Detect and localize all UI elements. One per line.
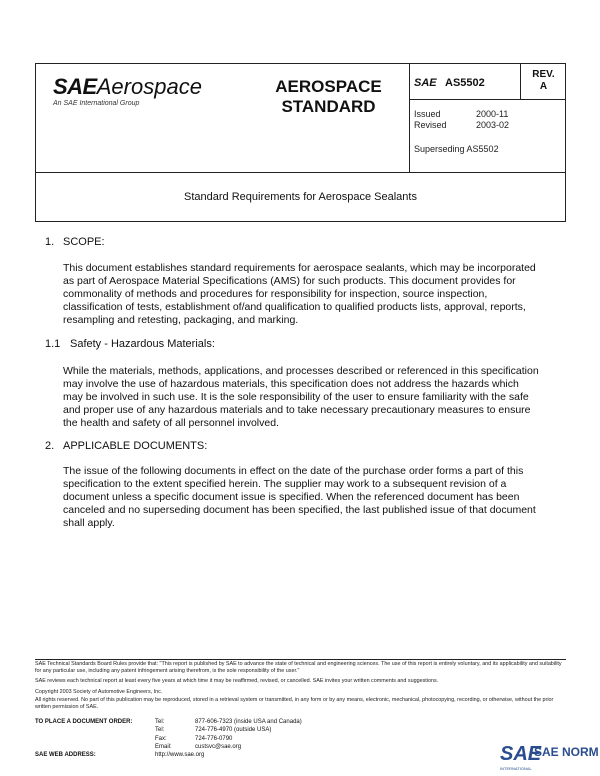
tel-label: Tel: — [155, 719, 165, 725]
logo-wordmark — [53, 74, 202, 100]
doc-brand-mark: SAE — [414, 77, 437, 89]
section-1-1-heading — [45, 338, 215, 351]
footer-review-text: SAE reviews each technical report at least every five years at which time it may be reaffirmed, revised, or cancelled. SAE invites your written comments and suggestions. — [35, 678, 439, 684]
document-info-panel — [409, 64, 566, 172]
standard-type-title — [246, 64, 411, 172]
revision-value: A — [539, 81, 548, 92]
section-title: APPLICABLE DOCUMENTS: — [63, 440, 208, 452]
fax-number: 724-776-0790 — [195, 735, 233, 742]
web-address-label: SAE WEB ADDRESS: — [35, 752, 96, 758]
section-title: Safety - Hazardous Materials: — [70, 338, 215, 350]
logo-sae-text: SAE — [53, 74, 97, 99]
web-address-link[interactable]: http://www.sae.org — [155, 752, 205, 758]
tel-outside-usa: 724-776-4970 (outside USA) — [195, 727, 272, 734]
section-number: 2. — [45, 440, 55, 452]
sae-norm-text: SAE NORM — [534, 745, 599, 759]
logo-aerospace-text: Aerospace — [96, 74, 202, 99]
title-line-1: AEROSPACE — [275, 77, 382, 96]
section-number: 1.1 — [45, 338, 61, 350]
section-1-1-paragraph: While the materials, methods, applications, and processes described or referenced in this specification may involve the use of hazardous materials, this specification does not address the hazards which may be involved in such use. It is the sole responsibility of the user to ensure familiarity with the safe and proper use of any hazardous materials and to take necessary precautionary measures to ensure the health and safety of all personnel involved. — [63, 365, 539, 429]
sae-aerospace-logo — [36, 64, 246, 172]
section-2-heading — [45, 440, 207, 453]
footer-rights-text: All rights reserved. No part of this publication may be reproduced, stored in a retrieval system or transmitted, in any form or by any means, electronic, mechanical, photocopying, recording, or otherwise, without the prior written permission of SAE. — [35, 697, 554, 710]
tel-label: Tel: — [155, 727, 165, 734]
sae-norm-watermark-logo — [500, 743, 600, 773]
issue-dates — [414, 109, 509, 131]
document-title: Standard Requirements for Aerospace Sealants — [184, 191, 417, 203]
tel-inside-usa: 877-606-7323 (inside USA and Canada) — [195, 719, 302, 725]
document-number: AS5502 — [445, 77, 485, 89]
revised-date: 2003-02 — [476, 120, 510, 130]
issued-date: 2000-11 — [476, 109, 509, 119]
section-title: SCOPE: — [63, 236, 105, 248]
document-header — [35, 63, 566, 173]
document-number-cell — [410, 64, 521, 100]
logo-subtitle: An SAE International Group — [53, 100, 140, 107]
footer-rules-text: SAE Technical Standards Board Rules provide that: "This report is published by SAE to advance the state of technical and engineering sciences. The use of this report is entirely voluntary, and its applicability and suitability for any particular use, including any patent infringement arising therefrom, is the sole responsibility of the user." — [35, 661, 562, 674]
revised-label: Revised — [414, 120, 447, 130]
footer-copyright: Copyright 2003 Society of Automotive Engineers, Inc. — [35, 689, 163, 695]
email-label: Email: — [155, 743, 172, 750]
email-address[interactable]: custsvc@sae.org — [195, 743, 242, 750]
section-2-paragraph: The issue of the following documents in effect on the date of the purchase order forms a part of this specification to the extent specified herein. The supplier may work to a subsequent revision of a document unless a specific document issue is specified. When the referenced document has been canceled and no superseding document has been specified, the last published issue of that document shall apply. — [63, 465, 536, 529]
document-title-bar — [35, 172, 566, 222]
sae-norm-mark: SAE — [500, 743, 542, 765]
fax-label: Fax: — [155, 735, 167, 742]
footer-divider — [35, 659, 566, 660]
revision-label: REV. — [532, 69, 555, 80]
revision-cell — [521, 64, 566, 100]
section-1-heading — [45, 236, 105, 249]
order-label: TO PLACE A DOCUMENT ORDER: — [35, 719, 133, 725]
section-number: 1. — [45, 236, 55, 248]
superseding-note: Superseding AS5502 — [414, 144, 499, 154]
sae-norm-tagline: INTERNATIONAL — [500, 766, 532, 771]
title-line-2: STANDARD — [281, 97, 376, 116]
section-1-paragraph: This document establishes standard requirements for aerospace sealants, which may be incorporated as part of Aerospace Material Specifications (AMS) for such products. This document provides for commonality of methods and procedures for responsibility for inspection, source inspection, classification of tests, establishment of/and qualification to qualified products lists, approval, reports, resampling and retesting, packaging, and marking. — [63, 262, 536, 326]
issued-label: Issued — [414, 109, 441, 119]
